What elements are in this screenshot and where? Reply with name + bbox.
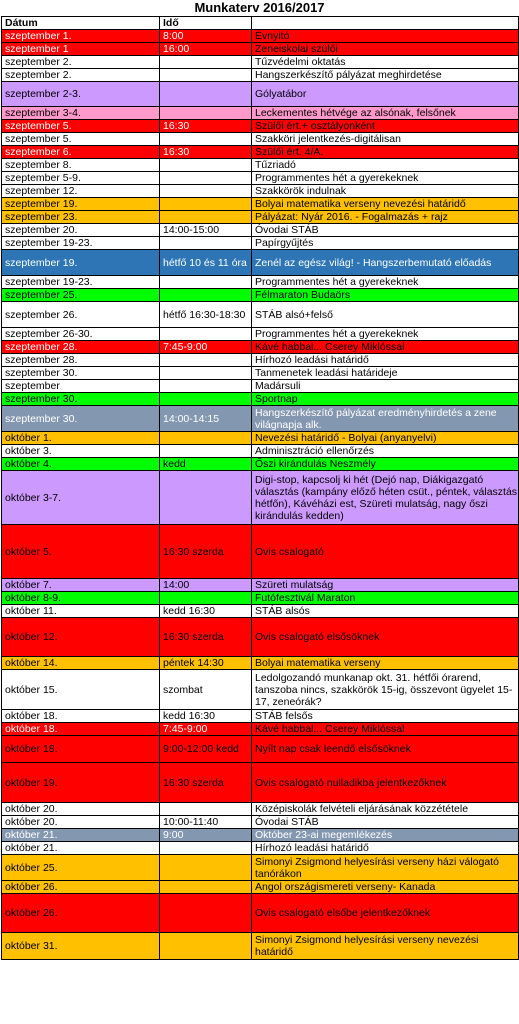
date-cell: szeptember 3-4. xyxy=(2,107,160,120)
date-cell: szeptember 26-30. xyxy=(2,328,160,341)
table-row xyxy=(2,82,519,107)
time-cell xyxy=(160,133,252,146)
table-row xyxy=(2,670,519,710)
table-row xyxy=(2,185,519,198)
date-cell: szeptember 2. xyxy=(2,56,160,69)
date-cell: szeptember 28. xyxy=(2,354,160,367)
time-cell xyxy=(160,69,252,82)
event-cell: Futófesztivál Maraton xyxy=(252,592,519,605)
event-cell: Pályázat: Nyár 2016. - Fogalmazás + rajz xyxy=(252,211,519,224)
event-cell: Október 23-ai megemlékezés xyxy=(252,829,519,842)
table-row xyxy=(2,276,519,289)
date-cell: október 20. xyxy=(2,803,160,816)
time-cell xyxy=(160,432,252,445)
time-cell: 7:45-9:00 xyxy=(160,723,252,736)
date-cell: szeptember 19-23. xyxy=(2,276,160,289)
date-cell: szeptember 5. xyxy=(2,133,160,146)
table-row xyxy=(2,328,519,341)
table-row xyxy=(2,224,519,237)
event-cell: Programmentes hét a gyerekeknek xyxy=(252,276,519,289)
date-cell: október 25. xyxy=(2,855,160,881)
time-cell xyxy=(160,159,252,172)
table-row xyxy=(2,133,519,146)
table-row xyxy=(2,881,519,894)
header-event xyxy=(252,17,519,30)
table-row xyxy=(2,723,519,736)
date-cell: október 4. xyxy=(2,458,160,471)
time-cell: 7:45-9:00 xyxy=(160,341,252,354)
event-cell: Tűzriadó xyxy=(252,159,519,172)
time-cell: 16:30 szerda xyxy=(160,618,252,657)
time-cell xyxy=(160,185,252,198)
event-cell: Hangszerkészítő pályázat meghirdetése xyxy=(252,69,519,82)
date-cell: szeptember 30. xyxy=(2,393,160,406)
table-row xyxy=(2,657,519,670)
event-cell: Zenél az egész világ! - Hangszerbemutató előadás xyxy=(252,250,519,276)
table-row xyxy=(2,56,519,69)
event-cell: Szüreti mulatság xyxy=(252,579,519,592)
time-cell: szombat xyxy=(160,670,252,710)
date-cell: szeptember 19-23. xyxy=(2,237,160,250)
table-row xyxy=(2,803,519,816)
table-row xyxy=(2,107,519,120)
event-cell: Sportnap xyxy=(252,393,519,406)
table-row xyxy=(2,250,519,276)
time-cell: kedd 16:30 xyxy=(160,710,252,723)
time-cell: 10:00-11:40 xyxy=(160,816,252,829)
event-cell: Nevezési határidő - Bolyai (anyanyelvi) xyxy=(252,432,519,445)
table-row xyxy=(2,380,519,393)
date-cell: szeptember 19. xyxy=(2,250,160,276)
header-time: Idő xyxy=(160,17,252,30)
table-row xyxy=(2,471,519,525)
time-cell: 14:00-15:00 xyxy=(160,224,252,237)
event-cell: Kávé habbal... Cserey Miklóssal xyxy=(252,341,519,354)
event-cell: Ledolgozandó munkanap okt. 31. hétfői órarend, tanszoba nincs, szakkörök 15-ig, összevont ügyelet 15-17, zeneórák? xyxy=(252,670,519,710)
time-cell: kedd 16:30 xyxy=(160,605,252,618)
time-cell xyxy=(160,276,252,289)
event-cell: Bolyai matematika verseny nevezési határidő xyxy=(252,198,519,211)
sheet-title: Munkaterv 2016/2017 xyxy=(194,0,325,15)
table-row xyxy=(2,736,519,763)
event-cell: Programmentes hét a gyerekeknek xyxy=(252,328,519,341)
schedule-sheet xyxy=(1,0,518,960)
event-cell: Kávé habbal... Cserey Miklóssal xyxy=(252,723,519,736)
table-row xyxy=(2,30,519,43)
event-cell: Bolyai matematika verseny xyxy=(252,657,519,670)
time-cell: 8:00 xyxy=(160,30,252,43)
time-cell xyxy=(160,592,252,605)
event-cell: Leckementes hétvége az alsónak, felsőnek xyxy=(252,107,519,120)
table-row xyxy=(2,592,519,605)
table-row xyxy=(2,894,519,933)
date-cell: október 8-9. xyxy=(2,592,160,605)
date-cell: szeptember 5-9. xyxy=(2,172,160,185)
event-cell: Ovis csalogató elsősöknek xyxy=(252,618,519,657)
time-cell xyxy=(160,328,252,341)
time-cell xyxy=(160,803,252,816)
schedule-table xyxy=(1,16,519,960)
date-cell: szeptember 1 xyxy=(2,43,160,56)
date-cell: október 18. xyxy=(2,710,160,723)
table-row xyxy=(2,172,519,185)
time-cell: 9:00 xyxy=(160,829,252,842)
table-row xyxy=(2,237,519,250)
date-cell: október 14. xyxy=(2,657,160,670)
table-row xyxy=(2,289,519,302)
event-cell: Szülői ért. 4/A. xyxy=(252,146,519,159)
event-cell: Zeneiskolai szülői xyxy=(252,43,519,56)
date-cell: október 1. xyxy=(2,432,160,445)
date-cell: szeptember 2-3. xyxy=(2,82,160,107)
time-cell xyxy=(160,107,252,120)
time-cell xyxy=(160,933,252,960)
event-cell: Digi-stop, kapcsolj ki hét (Dejó nap, Diákigazgató választás (kampány előző héten csüt., péntek, választás hétfőn), Kávéházi est, Szüreti mulatság, nagy őszi kirándulás kedden) xyxy=(252,471,519,525)
date-cell: október 3-7. xyxy=(2,471,160,525)
time-cell: péntek 14:30 xyxy=(160,657,252,670)
event-cell: Nyílt nap csak leendő elsősöknek xyxy=(252,736,519,763)
time-cell: 16:30 szerda xyxy=(160,763,252,803)
table-row xyxy=(2,763,519,803)
event-cell: Ovis csalogató xyxy=(252,525,519,579)
table-row xyxy=(2,605,519,618)
date-cell: szeptember xyxy=(2,380,160,393)
time-cell xyxy=(160,198,252,211)
event-cell: Óvodai STÁB xyxy=(252,816,519,829)
date-cell: október 21. xyxy=(2,842,160,855)
time-cell xyxy=(160,393,252,406)
table-row xyxy=(2,393,519,406)
event-cell: Szakkörök indulnak xyxy=(252,185,519,198)
event-cell: Évnyitó xyxy=(252,30,519,43)
time-cell xyxy=(160,354,252,367)
date-cell: szeptember 30. xyxy=(2,406,160,432)
event-cell: Szakköri jelentkezés-digitálisan xyxy=(252,133,519,146)
time-cell xyxy=(160,82,252,107)
event-cell: Gólyatábor xyxy=(252,82,519,107)
date-cell: október 12. xyxy=(2,618,160,657)
table-row xyxy=(2,458,519,471)
table-row xyxy=(2,842,519,855)
table-row xyxy=(2,159,519,172)
date-cell: október 18. xyxy=(2,736,160,763)
event-cell: STÁB felsős xyxy=(252,710,519,723)
time-cell: 9:00-12:00 kedd xyxy=(160,736,252,763)
event-cell: Hangszerkészítő pályázat eredményhirdetés a zene világnapja alk. xyxy=(252,406,519,432)
date-cell: szeptember 12. xyxy=(2,185,160,198)
table-row xyxy=(2,432,519,445)
time-cell: hétfő 16:30-18:30 xyxy=(160,302,252,328)
time-cell xyxy=(160,237,252,250)
date-cell: szeptember 5. xyxy=(2,120,160,133)
time-cell xyxy=(160,172,252,185)
event-cell: Adminisztráció ellenőrzés xyxy=(252,445,519,458)
table-row xyxy=(2,302,519,328)
event-cell: Madársuli xyxy=(252,380,519,393)
table-row xyxy=(2,855,519,881)
event-cell: Középiskolák felvételi eljárásának közzététele xyxy=(252,803,519,816)
time-cell xyxy=(160,380,252,393)
table-row xyxy=(2,120,519,133)
date-cell: szeptember 26. xyxy=(2,302,160,328)
event-cell: Őszi kirándulás Neszmély xyxy=(252,458,519,471)
table-row xyxy=(2,579,519,592)
date-cell: október 26. xyxy=(2,881,160,894)
table-row xyxy=(2,816,519,829)
date-cell: október 18. xyxy=(2,723,160,736)
date-cell: október 26. xyxy=(2,894,160,933)
date-cell: október 20. xyxy=(2,816,160,829)
date-cell: október 11. xyxy=(2,605,160,618)
event-cell: Tűzvédelmi oktatás xyxy=(252,56,519,69)
table-row xyxy=(2,933,519,960)
time-cell xyxy=(160,894,252,933)
date-cell: szeptember 8. xyxy=(2,159,160,172)
date-cell: október 3. xyxy=(2,445,160,458)
table-row xyxy=(2,525,519,579)
time-cell xyxy=(160,211,252,224)
date-cell: szeptember 23. xyxy=(2,211,160,224)
date-cell: szeptember 19. xyxy=(2,198,160,211)
time-cell xyxy=(160,842,252,855)
table-row xyxy=(2,354,519,367)
table-row xyxy=(2,445,519,458)
table-row xyxy=(2,198,519,211)
date-cell: szeptember 2. xyxy=(2,69,160,82)
table-row xyxy=(2,406,519,432)
time-cell xyxy=(160,56,252,69)
time-cell xyxy=(160,471,252,525)
table-row xyxy=(2,618,519,657)
date-cell: szeptember 28. xyxy=(2,341,160,354)
time-cell: kedd xyxy=(160,458,252,471)
time-cell xyxy=(160,289,252,302)
event-cell: Hírhozó leadási határidő xyxy=(252,842,519,855)
time-cell xyxy=(160,445,252,458)
date-cell: október 15. xyxy=(2,670,160,710)
date-cell: szeptember 25. xyxy=(2,289,160,302)
table-row xyxy=(2,43,519,56)
time-cell: hétfő 10 és 11 óra xyxy=(160,250,252,276)
event-cell: Óvodai STÁB xyxy=(252,224,519,237)
event-cell: STÁB alsó+felső xyxy=(252,302,519,328)
header-date: Dátum xyxy=(2,17,160,30)
date-cell: szeptember 30. xyxy=(2,367,160,380)
date-cell: szeptember 20. xyxy=(2,224,160,237)
time-cell: 16:30 xyxy=(160,120,252,133)
event-cell: Szülői ért.+ osztályonként xyxy=(252,120,519,133)
time-cell xyxy=(160,855,252,881)
date-cell: október 21. xyxy=(2,829,160,842)
event-cell: Angol országismereti verseny- Kanada xyxy=(252,881,519,894)
date-cell: október 19. xyxy=(2,763,160,803)
table-row xyxy=(2,341,519,354)
date-cell: szeptember 6. xyxy=(2,146,160,159)
event-cell: Hírhozó leadási határidő xyxy=(252,354,519,367)
time-cell xyxy=(160,881,252,894)
header-row xyxy=(2,17,519,30)
time-cell: 16:30 szerda xyxy=(160,525,252,579)
date-cell: október 5. xyxy=(2,525,160,579)
event-cell: Félmaraton Budaörs xyxy=(252,289,519,302)
event-cell: Papírgyűjtés xyxy=(252,237,519,250)
table-row xyxy=(2,146,519,159)
event-cell: Tanmenetek leadási határideje xyxy=(252,367,519,380)
event-cell: Ovis csalogató nulladikba jelentkezőknek xyxy=(252,763,519,803)
event-cell: Simonyi Zsigmond helyesírási verseny nevezési határidő xyxy=(252,933,519,960)
schedule-body xyxy=(2,30,519,960)
date-cell: október 31. xyxy=(2,933,160,960)
table-row xyxy=(2,211,519,224)
table-row xyxy=(2,69,519,82)
time-cell xyxy=(160,367,252,380)
table-row xyxy=(2,710,519,723)
date-cell: október 7. xyxy=(2,579,160,592)
date-cell: szeptember 1. xyxy=(2,30,160,43)
time-cell: 16:30 xyxy=(160,146,252,159)
event-cell: STÁB alsós xyxy=(252,605,519,618)
event-cell: Ovis csalogató elsőbe jelentkezőknek xyxy=(252,894,519,933)
table-row xyxy=(2,367,519,380)
event-cell: Simonyi Zsigmond helyesírási verseny házi válogató tanórákon xyxy=(252,855,519,881)
time-cell: 14:00-14:15 xyxy=(160,406,252,432)
time-cell: 16:00 xyxy=(160,43,252,56)
table-row xyxy=(2,829,519,842)
time-cell: 14:00 xyxy=(160,579,252,592)
event-cell: Programmentes hét a gyerekeknek xyxy=(252,172,519,185)
